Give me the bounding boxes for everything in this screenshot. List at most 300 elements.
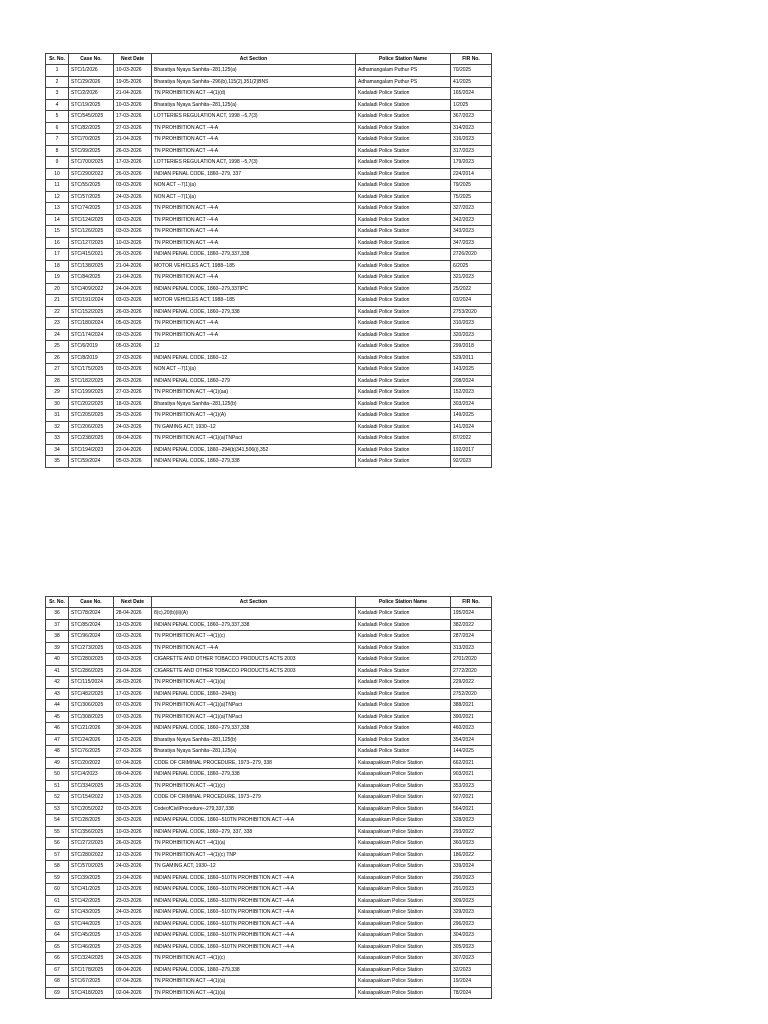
cell-fir-no: 354/2024: [451, 734, 492, 746]
cell-police-station: Kalasapakkam Police Station: [356, 792, 451, 804]
cell-fir-no: 310/2023: [451, 318, 492, 330]
cell-case-no: STC/4/2023: [69, 769, 114, 781]
table-row: [46, 619, 492, 631]
cell-act-section: CIGARETTE AND OTHER TOBACCO PRODUCTS ACTS 2003: [152, 654, 356, 666]
cell-act-section: TN PROHIBITION ACT --4(1)(c): [152, 953, 356, 965]
cell-act-section: TN PROHIBITION ACT --4-A: [152, 122, 356, 134]
cell-fir-no: 291/2023: [451, 884, 492, 896]
cell-sr-no: 53: [46, 803, 69, 815]
table-header: [46, 597, 492, 608]
cell-fir-no: 460/2023: [451, 723, 492, 735]
table-row: [46, 76, 492, 88]
cell-police-station: Kadaladi Police Station: [356, 111, 451, 123]
header-next-date: Next Date: [114, 54, 152, 65]
cell-police-station: Kadaladi Police Station: [356, 180, 451, 192]
table-row: [46, 295, 492, 307]
cell-next-date: 03-03-2026: [114, 295, 152, 307]
table-row: [46, 145, 492, 157]
table-row: [46, 688, 492, 700]
cell-act-section: TN PROHIBITION ACT --4-A: [152, 134, 356, 146]
cell-fir-no: 143/2025: [451, 364, 492, 376]
header-police-station: Police Station Name: [356, 597, 451, 608]
cell-act-section: TN PROHIBITION ACT --4(1)(d): [152, 88, 356, 100]
cell-police-station: Kadaladi Police Station: [356, 249, 451, 261]
cell-sr-no: 13: [46, 203, 69, 215]
cell-case-no: STC/44/2025: [69, 918, 114, 930]
cell-case-no: STC/570/2025: [69, 861, 114, 873]
table-body: [46, 608, 492, 999]
cell-act-section: MOTOR VEHICLES ACT, 1988--185: [152, 295, 356, 307]
cell-police-station: Kadaladi Police Station: [356, 157, 451, 169]
cell-fir-no: 903/2021: [451, 769, 492, 781]
cell-case-no: STC/418/2025: [69, 987, 114, 999]
cell-act-section: CODE OF CRIMINAL PROCEDURE, 1973--279: [152, 792, 356, 804]
cell-next-date: 24-03-2026: [114, 191, 152, 203]
cell-act-section: NON ACT --7(1)(a): [152, 191, 356, 203]
cell-fir-no: 192/2017: [451, 444, 492, 456]
cell-sr-no: 9: [46, 157, 69, 169]
table-row: [46, 711, 492, 723]
cell-next-date: 10-03-2026: [114, 99, 152, 111]
table-row: [46, 180, 492, 192]
cell-police-station: Kadaladi Police Station: [356, 295, 451, 307]
cell-fir-no: 19/2024: [451, 976, 492, 988]
cell-case-no: STC/82/2025: [69, 122, 114, 134]
cell-fir-no: 179/2023: [451, 157, 492, 169]
cell-fir-no: 327/2023: [451, 203, 492, 215]
cell-act-section: TN GAMING ACT, 1930--12: [152, 861, 356, 873]
cell-fir-no: 305/2023: [451, 941, 492, 953]
cell-police-station: Kadaladi Police Station: [356, 631, 451, 643]
cell-act-section: TN PROHIBITION ACT --4(1)(a)TNPact: [152, 700, 356, 712]
cell-act-section: TN GAMING ACT, 1930--12: [152, 421, 356, 433]
table-row: [46, 769, 492, 781]
cell-police-station: Kadaladi Police Station: [356, 387, 451, 399]
header-case-no: Case No.: [69, 54, 114, 65]
cell-act-section: INDIAN PENAL CODE, 1860--279, 337, 338: [152, 826, 356, 838]
cell-case-no: STC/29/2026: [69, 76, 114, 88]
cell-police-station: Kadaladi Police Station: [356, 352, 451, 364]
cell-case-no: STC/273/2025: [69, 642, 114, 654]
cell-next-date: 03-03-2026: [114, 329, 152, 341]
cell-police-station: Kalasapakkam Police Station: [356, 964, 451, 976]
cell-fir-no: 328/2023: [451, 815, 492, 827]
cell-next-date: 21-04-2026: [114, 134, 152, 146]
cell-sr-no: 56: [46, 838, 69, 850]
table-row: [46, 111, 492, 123]
cell-next-date: 17-03-2026: [114, 688, 152, 700]
cell-next-date: 24-03-2026: [114, 421, 152, 433]
cell-case-no: STC/20/2022: [69, 757, 114, 769]
table-row: [46, 306, 492, 318]
table-row: [46, 792, 492, 804]
cell-fir-no: 388/2021: [451, 700, 492, 712]
cell-act-section: INDIAN PENAL CODE, 1860--279,337,338: [152, 619, 356, 631]
cell-sr-no: 7: [46, 134, 69, 146]
cell-fir-no: 390/2021: [451, 711, 492, 723]
cell-next-date: 17-03-2026: [114, 203, 152, 215]
case-table-1: [45, 53, 492, 468]
table-row: [46, 976, 492, 988]
cell-case-no: STC/19/2025: [69, 99, 114, 111]
table-row: [46, 249, 492, 261]
cell-next-date: 10-03-2026: [114, 826, 152, 838]
cell-next-date: 03-03-2026: [114, 642, 152, 654]
cell-case-no: STC/238/2025: [69, 433, 114, 445]
cell-act-section: TN PROHIBITION ACT --4(1)(aa): [152, 387, 356, 399]
cell-police-station: Kalasapakkam Police Station: [356, 918, 451, 930]
cell-sr-no: 33: [46, 433, 69, 445]
cell-fir-no: 304/2023: [451, 930, 492, 942]
table-row: [46, 122, 492, 134]
cell-sr-no: 44: [46, 700, 69, 712]
table-row: [46, 964, 492, 976]
cell-police-station: Kadaladi Police Station: [356, 608, 451, 620]
table-row: [46, 444, 492, 456]
cell-case-no: STC/127/2025: [69, 237, 114, 249]
cell-fir-no: 382/2022: [451, 619, 492, 631]
cell-police-station: Kadaladi Police Station: [356, 421, 451, 433]
cell-act-section: INDIAN PENAL CODE, 1860--510TN PROHIBITION ACT --4-A: [152, 884, 356, 896]
cell-next-date: 07-03-2026: [114, 700, 152, 712]
cell-fir-no: 208/2024: [451, 375, 492, 387]
cell-act-section: INDIAN PENAL CODE, 1860--279,338: [152, 769, 356, 781]
cell-police-station: Kadaladi Police Station: [356, 283, 451, 295]
header-row: [46, 597, 492, 608]
cell-police-station: Kadaladi Police Station: [356, 364, 451, 376]
cell-fir-no: 70/2025: [451, 65, 492, 77]
cell-sr-no: 36: [46, 608, 69, 620]
cell-act-section: MOTOR VEHICLES ACT, 1988--185: [152, 260, 356, 272]
cell-sr-no: 6: [46, 122, 69, 134]
table-row: [46, 203, 492, 215]
cell-next-date: 24-03-2026: [114, 907, 152, 919]
cell-sr-no: 50: [46, 769, 69, 781]
cell-police-station: Kadaladi Police Station: [356, 237, 451, 249]
cell-fir-no: 25/2022: [451, 283, 492, 295]
cell-sr-no: 66: [46, 953, 69, 965]
cell-sr-no: 68: [46, 976, 69, 988]
cell-case-no: STC/180/2024: [69, 318, 114, 330]
cell-act-section: TN PROHIBITION ACT --4(1)(A): [152, 410, 356, 422]
cell-act-section: TN PROHIBITION ACT --4-A: [152, 272, 356, 284]
cell-next-date: 03-03-2026: [114, 364, 152, 376]
cell-police-station: Kadaladi Police Station: [356, 214, 451, 226]
cell-next-date: 03-03-2026: [114, 214, 152, 226]
cell-next-date: 30-04-2026: [114, 723, 152, 735]
table-row: [46, 318, 492, 330]
header-fir-no: FIR No.: [451, 54, 492, 65]
cell-sr-no: 4: [46, 99, 69, 111]
cell-case-no: STC/334/2025: [69, 780, 114, 792]
cell-act-section: TN PROHIBITION ACT --4(1)(c) TNP: [152, 849, 356, 861]
cell-act-section: 8(c),20(b)(ii)(A): [152, 608, 356, 620]
cell-next-date: 18-03-2026: [114, 398, 152, 410]
cell-fir-no: 2701/2020: [451, 654, 492, 666]
cell-next-date: 26-03-2026: [114, 306, 152, 318]
cell-sr-no: 55: [46, 826, 69, 838]
cell-next-date: 17-03-2026: [114, 930, 152, 942]
cell-sr-no: 63: [46, 918, 69, 930]
cell-fir-no: 309/2023: [451, 895, 492, 907]
cell-case-no: STC/306/2025: [69, 700, 114, 712]
cell-sr-no: 30: [46, 398, 69, 410]
cell-next-date: 05-03-2026: [114, 456, 152, 468]
cell-fir-no: 1/2025: [451, 99, 492, 111]
cell-case-no: STC/415/2021: [69, 249, 114, 261]
cell-act-section: INDIAN PENAL CODE, 1860--510TN PROHIBITION ACT --4-A: [152, 907, 356, 919]
cell-next-date: 13-03-2026: [114, 619, 152, 631]
cell-fir-no: 339/2024: [451, 861, 492, 873]
cell-case-no: STC/138/2025: [69, 260, 114, 272]
cell-case-no: STC/202/2025: [69, 398, 114, 410]
table-header: [46, 54, 492, 65]
cell-act-section: LOTTERIES REGULATION ACT, 1998 --5,7(3): [152, 111, 356, 123]
table-row: [46, 168, 492, 180]
cell-fir-no: 293/2022: [451, 826, 492, 838]
cell-police-station: Kadaladi Police Station: [356, 226, 451, 238]
cell-next-date: 12-05-2026: [114, 734, 152, 746]
cell-police-station: Kalasapakkam Police Station: [356, 815, 451, 827]
cell-act-section: TN PROHIBITION ACT --4-A: [152, 329, 356, 341]
cell-police-station: Kalasapakkam Police Station: [356, 757, 451, 769]
cell-case-no: STC/28/2025: [69, 815, 114, 827]
cell-police-station: Kadaladi Police Station: [356, 122, 451, 134]
cell-act-section: TN PROHIBITION ACT --4(1)(a): [152, 987, 356, 999]
cell-case-no: STC/84/2025: [69, 272, 114, 284]
cell-sr-no: 58: [46, 861, 69, 873]
cell-fir-no: 299/2018: [451, 341, 492, 353]
cell-police-station: Kadaladi Police Station: [356, 88, 451, 100]
cell-sr-no: 14: [46, 214, 69, 226]
table-row: [46, 260, 492, 272]
cell-next-date: 09-04-2026: [114, 964, 152, 976]
cell-fir-no: 92/2023: [451, 456, 492, 468]
cell-fir-no: 224/2014: [451, 168, 492, 180]
cell-act-section: TN PROHIBITION ACT --4(1)(c): [152, 780, 356, 792]
cell-case-no: STC/21/2026: [69, 723, 114, 735]
cell-act-section: INDIAN PENAL CODE, 1860--279,338: [152, 456, 356, 468]
cell-sr-no: 65: [46, 941, 69, 953]
cell-fir-no: 662/2021: [451, 757, 492, 769]
cell-case-no: STC/115/2024: [69, 677, 114, 689]
cell-sr-no: 43: [46, 688, 69, 700]
cell-fir-no: 03/2024: [451, 295, 492, 307]
cell-act-section: TN PROHIBITION ACT --4-A: [152, 642, 356, 654]
cell-police-station: Kadaladi Police Station: [356, 654, 451, 666]
cell-sr-no: 52: [46, 792, 69, 804]
cell-case-no: STC/205/2025: [69, 410, 114, 422]
cell-case-no: STC/124/2025: [69, 214, 114, 226]
table-row: [46, 734, 492, 746]
table-row: [46, 826, 492, 838]
table-row: [46, 134, 492, 146]
cell-act-section: TN PROHIBITION ACT --4(1)(c): [152, 631, 356, 643]
table-row: [46, 723, 492, 735]
cell-act-section: Bharatiya Nyaya Sanhita--281,125(a): [152, 746, 356, 758]
cell-act-section: Bharatiya Nyaya Sanhita--281,125(a): [152, 65, 356, 77]
cell-fir-no: 6/2025: [451, 260, 492, 272]
table-row: [46, 631, 492, 643]
cell-sr-no: 45: [46, 711, 69, 723]
cell-next-date: 03-03-2026: [114, 180, 152, 192]
cell-act-section: TN PROHIBITION ACT --4(1)(a): [152, 838, 356, 850]
table-row: [46, 272, 492, 284]
table-row: [46, 364, 492, 376]
cell-next-date: 07-04-2026: [114, 757, 152, 769]
cell-police-station: Kalasapakkam Police Station: [356, 941, 451, 953]
cell-fir-no: 229/2022: [451, 677, 492, 689]
cell-case-no: STC/182/2025: [69, 375, 114, 387]
cell-act-section: NON ACT --7(1)(a): [152, 364, 356, 376]
cell-act-section: Bharatiya Nyaya Sanhita--281,125(a): [152, 99, 356, 111]
cell-police-station: Kadaladi Police Station: [356, 306, 451, 318]
cell-case-no: STC/205/2022: [69, 803, 114, 815]
cell-police-station: Kalasapakkam Police Station: [356, 872, 451, 884]
cell-next-date: 07-04-2026: [114, 976, 152, 988]
cell-case-no: STC/55/2025: [69, 180, 114, 192]
cell-act-section: INDIAN PENAL CODE, 1860--279: [152, 375, 356, 387]
cell-case-no: STC/199/2025: [69, 387, 114, 399]
cell-fir-no: 41/2025: [451, 76, 492, 88]
cell-police-station: Kalasapakkam Police Station: [356, 769, 451, 781]
cell-case-no: STC/43/2025: [69, 907, 114, 919]
cell-fir-no: 144/2025: [451, 746, 492, 758]
table-row: [46, 849, 492, 861]
cell-sr-no: 26: [46, 352, 69, 364]
cell-case-no: STC/1/2026: [69, 65, 114, 77]
cell-sr-no: 31: [46, 410, 69, 422]
cell-next-date: 30-03-2026: [114, 815, 152, 827]
cell-next-date: 03-03-2026: [114, 803, 152, 815]
cell-sr-no: 11: [46, 180, 69, 192]
cell-act-section: TN PROHIBITION ACT --4-A: [152, 237, 356, 249]
table-row: [46, 283, 492, 295]
cell-fir-no: 564/2021: [451, 803, 492, 815]
cell-case-no: STC/194/2023: [69, 444, 114, 456]
cell-police-station: Kadaladi Police Station: [356, 375, 451, 387]
table-row: [46, 654, 492, 666]
table-row: [46, 398, 492, 410]
table-row: [46, 99, 492, 111]
cell-fir-no: 314/2023: [451, 122, 492, 134]
cell-act-section: INDIAN PENAL CODE, 1860--279,338: [152, 306, 356, 318]
cell-sr-no: 20: [46, 283, 69, 295]
cell-next-date: 17-03-2026: [114, 111, 152, 123]
cell-fir-no: 32/2023: [451, 964, 492, 976]
cell-police-station: Kalasapakkam Police Station: [356, 907, 451, 919]
cell-fir-no: 152/2023: [451, 387, 492, 399]
cell-case-no: STC/6/2019: [69, 341, 114, 353]
cell-police-station: Kalasapakkam Police Station: [356, 803, 451, 815]
cell-sr-no: 3: [46, 88, 69, 100]
cell-sr-no: 19: [46, 272, 69, 284]
cell-fir-no: 287/2024: [451, 631, 492, 643]
cell-fir-no: 2726/2020: [451, 249, 492, 261]
cell-police-station: Kadaladi Police Station: [356, 700, 451, 712]
cell-case-no: STC/46/2025: [69, 941, 114, 953]
cell-police-station: Kalasapakkam Police Station: [356, 861, 451, 873]
table-row: [46, 746, 492, 758]
cell-police-station: Kadaladi Police Station: [356, 456, 451, 468]
cell-act-section: Bharatiya Nyaya Sanhita--281,125(b): [152, 398, 356, 410]
cell-next-date: 10-03-2026: [114, 237, 152, 249]
cell-case-no: STC/280/2022: [69, 849, 114, 861]
cell-next-date: 12-03-2026: [114, 884, 152, 896]
cell-police-station: Kadaladi Police Station: [356, 203, 451, 215]
table-row: [46, 608, 492, 620]
cell-act-section: INDIAN PENAL CODE, 1860--279,337IPC: [152, 283, 356, 295]
cell-police-station: Kadaladi Police Station: [356, 329, 451, 341]
cell-police-station: Kadaladi Police Station: [356, 168, 451, 180]
cell-police-station: Kalasapakkam Police Station: [356, 953, 451, 965]
cell-act-section: TN PROHIBITION ACT --4-A: [152, 214, 356, 226]
cell-case-no: STC/280/2025: [69, 654, 114, 666]
cell-act-section: TN PROHIBITION ACT --4-A: [152, 145, 356, 157]
cell-act-section: INDIAN PENAL CODE, 1860--279,338: [152, 964, 356, 976]
cell-case-no: STC/70/2025: [69, 134, 114, 146]
cell-act-section: Bharatiya Nyaya Sanhita--296(b),115(2),351(2)BNS: [152, 76, 356, 88]
cell-case-no: STC/39/2025: [69, 872, 114, 884]
table-row: [46, 352, 492, 364]
cell-fir-no: 141/2024: [451, 421, 492, 433]
cell-act-section: INDIAN PENAL CODE, 1860--294(b)341,506(i),352: [152, 444, 356, 456]
cell-police-station: Kadaladi Police Station: [356, 410, 451, 422]
cell-sr-no: 47: [46, 734, 69, 746]
cell-sr-no: 25: [46, 341, 69, 353]
cell-case-no: STC/290/2022: [69, 168, 114, 180]
cell-sr-no: 57: [46, 849, 69, 861]
cell-sr-no: 42: [46, 677, 69, 689]
cell-fir-no: 290/2023: [451, 872, 492, 884]
cell-next-date: 26-03-2026: [114, 375, 152, 387]
cell-act-section: INDIAN PENAL CODE, 1860--279, 337: [152, 168, 356, 180]
cell-sr-no: 28: [46, 375, 69, 387]
cell-next-date: 22-04-2026: [114, 444, 152, 456]
cell-police-station: Kadaladi Police Station: [356, 746, 451, 758]
header-sr-no: Sr. No.: [46, 54, 69, 65]
cell-sr-no: 8: [46, 145, 69, 157]
table-row: [46, 237, 492, 249]
table-row: [46, 987, 492, 999]
cell-sr-no: 27: [46, 364, 69, 376]
cell-sr-no: 41: [46, 665, 69, 677]
cell-police-station: Kalasapakkam Police Station: [356, 780, 451, 792]
cell-fir-no: 529/2011: [451, 352, 492, 364]
cell-case-no: STC/409/2022: [69, 283, 114, 295]
cell-case-no: STC/482/2025: [69, 688, 114, 700]
cell-act-section: TN PROHIBITION ACT --4-A: [152, 203, 356, 215]
table-row: [46, 642, 492, 654]
cell-next-date: 17-03-2026: [114, 918, 152, 930]
cell-fir-no: 149/2025: [451, 410, 492, 422]
cell-police-station: Kadaladi Police Station: [356, 99, 451, 111]
cell-next-date: 05-03-2026: [114, 341, 152, 353]
header-act-section: Act Section: [152, 54, 356, 65]
cell-case-no: STC/59/2024: [69, 456, 114, 468]
cell-case-no: STC/41/2025: [69, 884, 114, 896]
cell-case-no: STC/191/2024: [69, 295, 114, 307]
cell-sr-no: 67: [46, 964, 69, 976]
cell-police-station: Adhamangalam Puthur PS: [356, 65, 451, 77]
cell-police-station: Kadaladi Police Station: [356, 134, 451, 146]
cell-act-section: INDIAN PENAL CODE, 1860--510TN PROHIBITION ACT --4-A: [152, 941, 356, 953]
cell-police-station: Kalasapakkam Police Station: [356, 838, 451, 850]
cell-act-section: TN PROHIBITION ACT --4(1)(a)TNPact: [152, 433, 356, 445]
cell-case-no: STC/324/2025: [69, 953, 114, 965]
cell-act-section: CodeofCivilProcedure--279,337,338: [152, 803, 356, 815]
table-row: [46, 861, 492, 873]
